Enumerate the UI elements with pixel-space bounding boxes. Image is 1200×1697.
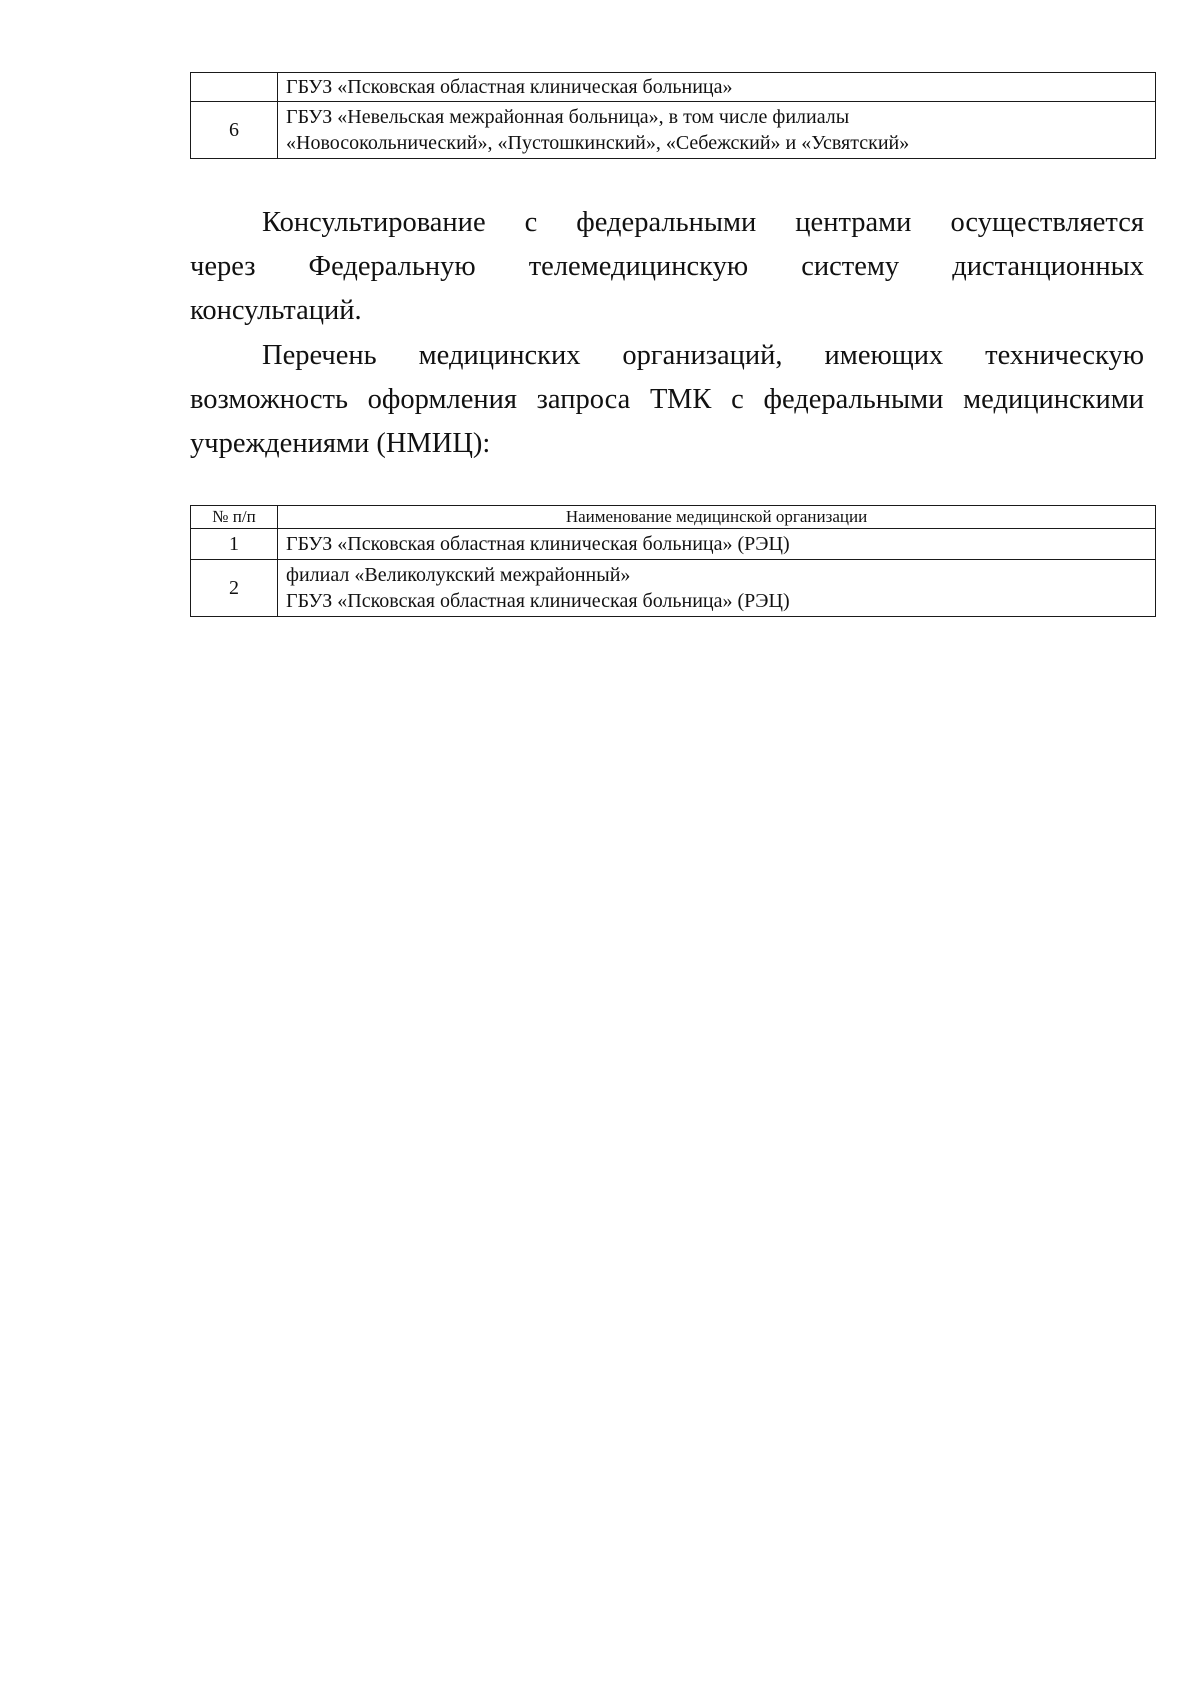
paragraph-line: Консультирование с федеральными центрами осуществляется bbox=[262, 207, 1144, 238]
organization-name-cell bbox=[278, 73, 1156, 102]
table-row bbox=[191, 73, 1156, 102]
table-row bbox=[191, 529, 1156, 560]
organization-name-line: ГБУЗ «Псковская областная клиническая больница» (РЭЦ) bbox=[286, 533, 790, 555]
paragraph-line: возможность оформления запроса ТМК с федеральными медицинскими bbox=[190, 384, 1144, 415]
organization-name-line: ГБУЗ «Псковская областная клиническая больница» bbox=[286, 76, 733, 98]
organization-name-line: «Новосокольнический», «Пустошкинский», «Себежский» и «Усвятский» bbox=[286, 132, 910, 154]
paragraph-line: учреждениями (НМИЦ): bbox=[190, 428, 491, 459]
paragraph-organizations-list-intro bbox=[190, 334, 1144, 466]
row-number-cell: 1 bbox=[191, 529, 278, 560]
row-number-cell: 6 bbox=[191, 102, 278, 159]
organization-name-cell bbox=[278, 529, 1156, 560]
paragraph-line: Перечень медицинских организаций, имеющих техническую bbox=[262, 340, 1144, 371]
paragraph-line: консультаций. bbox=[190, 295, 362, 326]
column-header-number: № п/п bbox=[191, 506, 278, 529]
organization-name-line: филиал «Великолукский межрайонный» bbox=[286, 564, 631, 586]
row-number-cell: 2 bbox=[191, 560, 278, 617]
paragraph-line: через Федеральную телемедицинскую систему дистанционных bbox=[190, 251, 1144, 282]
row-number-cell bbox=[191, 73, 278, 102]
table-organizations-continued bbox=[190, 72, 1156, 159]
column-header-organization-name: Наименование медицинской организации bbox=[278, 506, 1156, 529]
table-nmic-organizations bbox=[190, 505, 1156, 617]
paragraph-federal-consulting bbox=[190, 201, 1144, 333]
table-row bbox=[191, 560, 1156, 617]
organization-name-line: ГБУЗ «Псковская областная клиническая больница» (РЭЦ) bbox=[286, 590, 790, 612]
table-row bbox=[191, 102, 1156, 159]
organization-name-line: ГБУЗ «Невельская межрайонная больница», в том числе филиалы bbox=[286, 106, 850, 128]
organization-name-cell bbox=[278, 102, 1156, 159]
table-header-row bbox=[191, 506, 1156, 529]
organization-name-cell bbox=[278, 560, 1156, 617]
